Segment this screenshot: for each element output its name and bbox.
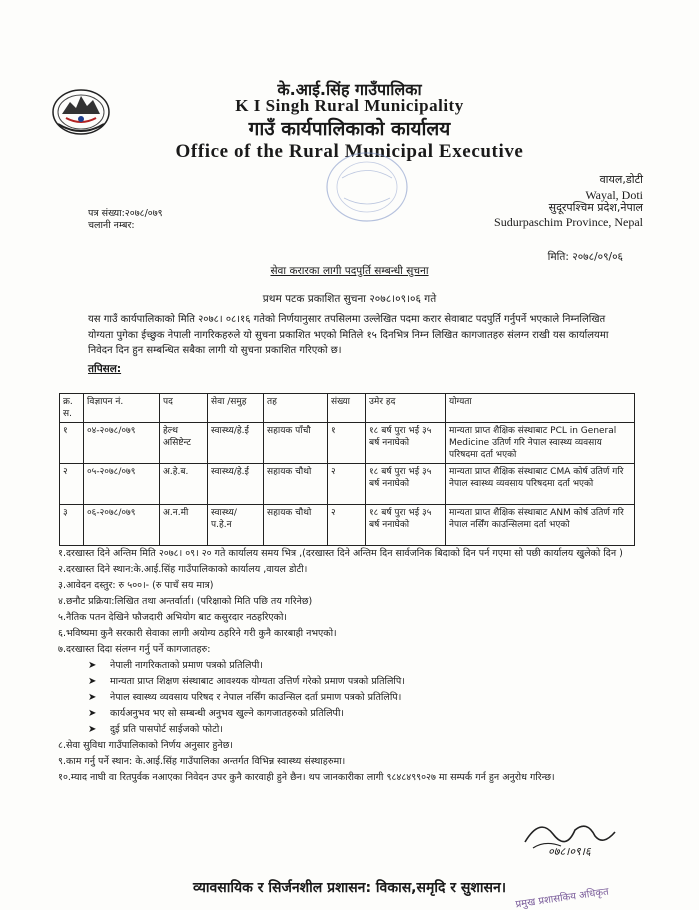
condition-selection: ४.छनौट प्रक्रिया:लिखित तथा अन्तर्वार्ता। (परिक्षाको मिति पछि तय गरिनेछ) [58, 596, 313, 607]
address-np-2: सुदूरपश्चिम प्रदेश,नेपाल [548, 201, 643, 214]
arrow-bullet-icon: ➤ [88, 676, 97, 687]
cell-sn: ३ [60, 505, 84, 546]
condition-facilities: ८.सेवा सुविधा गाउँपालिकाको निर्णय अनुसार हुनेछ। [58, 740, 233, 751]
notice-conditions [58, 546, 643, 786]
condition-moral: ५.नैतिक पतन देखिने फौजदारी अभियोग बाट कसुरदार नठहरिएको। [58, 612, 288, 623]
col-header-count: संख्या [328, 394, 366, 423]
table-row [60, 505, 635, 546]
condition-eligibility: ६.भविष्यमा कुनै सरकारी सेवाका लागी अयोग्य ठहरिने गरी कुनै कारबाही नभएको। [58, 628, 337, 639]
details-heading: तपिसल: [88, 363, 122, 375]
cell-count: १ [328, 423, 366, 464]
table-row [60, 464, 635, 505]
cell-service: स्वास्थ्य/हे.ई [208, 423, 264, 464]
municipality-name-en: K I Singh Rural Municipality [235, 96, 464, 115]
address-np-1: वायल,डोटी [599, 173, 643, 186]
arrow-bullet-icon: ➤ [88, 660, 97, 671]
condition-contact: १०.म्याद नाघी वा रितपुर्वक नआएका निवेदन उपर कुनै कारवाही हुने छैन। थप जानकारीका लागी ९८४८४९९०२७ मा सम्पर्क गर्न हुन अनुरोध गरिन्छ। [58, 772, 555, 783]
cell-level: सहायक चौथो [264, 464, 328, 505]
letter-number: पत्र संख्या:२०७८/०७९ [88, 208, 163, 219]
notice-intro: यस गाउँ कार्यपालिकाको मिति २०७८। ०८।१६ गतेको निर्णयानुसार तपसिलमा उल्लेखित पदमा करार सेवाबाट पदपुर्ति गर्नुपर्ने भएकाले निम्नलिखित योग्यता पुगेका ईच्छुक नेपाली नागरिकहरुले यो सुचना प्रकाशित भएको मितिले १५ दिनभित्र निम्न लिखित कागजातहरु संलग्न राखी यस कार्यालयमा निवेदन दिन हुन सम्बन्धित सबैका लागी यो सुचना प्रकाशित गरिएको छ। [88, 314, 609, 356]
table-row [60, 423, 635, 464]
condition-fee: ३.आवेदन दस्तुर: रु ५००।- (रु पाचँ सय मात्र) [58, 580, 214, 591]
col-header-post: पद [160, 394, 208, 423]
condition-documents: ७.दरखास्त दिदा संलग्न गर्नु पर्ने कागजातहरु: [58, 644, 211, 655]
col-header-level: तह [264, 394, 328, 423]
condition-workplace: ९.काम गर्नु पर्ने स्थान: के.आई.सिंह गाउँपालिका अन्तर्गत विभिन्न स्वास्थ्य संस्थाहरुमा। [58, 756, 346, 767]
arrow-bullet-icon: ➤ [88, 724, 97, 735]
cell-qualification: मान्यता प्राप्त शैक्षिक संस्थाबाट CMA कोर्ष उतिर्ण गरि नेपाल स्वास्थ्य व्यवसाय परिषदमा दर्ता भएको [446, 464, 635, 505]
cell-ad-no: ०५-२०७८/०७९ [84, 464, 160, 505]
condition-deadline: १.दरखास्त दिने अन्तिम मिति २०७८। ०९। २० गते कार्यालय समय भित्र ,(दरखास्त दिने अन्तिम दिन सार्वजनिक बिदाको दिन पर्न गएमा सो पछी कार्यालय खुलेको दिन ) [58, 548, 623, 559]
officer-stamp: प्रमुख प्रशासकिय अधिकृत [514, 886, 610, 910]
notice-title: सेवा करारका लागी पदपुर्ति सम्बन्धी सुचना [270, 265, 429, 277]
cell-post: अ.न.मी [160, 505, 208, 546]
table-header-row [60, 394, 635, 423]
condition-location: २.दरखास्त दिने स्थान:के.आई.सिंह गाउँपालिकाको कार्यालय ,वायल डोटी। [58, 564, 308, 575]
address-en-1: Wayal, Doti [585, 188, 643, 202]
cell-qualification: मान्यता प्राप्त शैक्षिक संस्थाबाट PCL in General Medicine उतिर्ण गरि नेपाल स्वास्थ्य व्यवसाय परिषदमा दर्ता भएको [446, 423, 635, 464]
list-item: ➤ मान्यता प्राप्त शिक्षण संस्थाबाट आवश्यक योग्यता उत्तिर्ण गरेको प्रमाण पत्रको प्रतिलिपि। [88, 674, 643, 690]
documents-list [58, 658, 643, 738]
arrow-bullet-icon: ➤ [88, 708, 97, 719]
office-seal-icon [312, 148, 422, 226]
footer-motto: व्यावसायिक र सिर्जनशील प्रशासन: विकास,समृदि र सुशासन। [192, 880, 507, 896]
cell-count: २ [328, 505, 366, 546]
col-header-sn: क्र. स. [60, 394, 84, 423]
list-item: ➤ दुई प्रति पासपोर्ट साईजको फोटो। [88, 722, 643, 738]
office-name-np: गाउँ कार्यपालिकाको कार्यालय [248, 118, 451, 140]
signature-date: ०७८।०९।६ [548, 845, 591, 858]
notice-date: मिति: २०७८/०९/०६ [547, 251, 623, 263]
col-header-service: सेवा /समुह [208, 394, 264, 423]
list-item: ➤ नेपाली नागरिकताको प्रमाण पत्रको प्रतिलिपी। [88, 658, 643, 674]
cell-level: सहायक पाँचौ [264, 423, 328, 464]
municipality-name-np: के.आई.सिंह गाउँपालिका [277, 80, 422, 99]
col-header-ad-no: विज्ञापन नं. [84, 394, 160, 423]
vacancy-table [59, 393, 635, 546]
cell-ad-no: ०६-२०७८/०७९ [84, 505, 160, 546]
cell-post: हेल्थ असिष्टेन्ट [160, 423, 208, 464]
cell-age: १८ बर्ष पुरा भई ३५ बर्ष ननाघेको [366, 464, 446, 505]
office-name-en: Office of the Rural Municipal Executive [175, 141, 524, 162]
cell-post: अ.हे.ब. [160, 464, 208, 505]
list-item: ➤ नेपाल स्वास्थ्य व्यवसाय परिषद र नेपाल नर्सिंग काउन्सिल दर्ता प्रमाण पत्रको प्रतिलिपि। [88, 690, 643, 706]
cell-sn: २ [60, 464, 84, 505]
cell-qualification: मान्यता प्राप्त शैक्षिक संस्थाबाट ANM कोर्ष उतिर्ण गरि नेपाल नर्सिंग काउन्सिलमा दर्ता भएको [446, 505, 635, 546]
cell-sn: १ [60, 423, 84, 464]
col-header-qualification: योग्यता [446, 394, 635, 423]
address-en-2: Sudurpaschim Province, Nepal [494, 215, 643, 229]
dispatch-number: चलानी नम्बर: [88, 220, 135, 231]
cell-service: स्वास्थ्य/ प.हे.न [208, 505, 264, 546]
arrow-bullet-icon: ➤ [88, 692, 97, 703]
cell-ad-no: ०४-२०७८/०७९ [84, 423, 160, 464]
cell-age: १८ बर्ष पुरा भई ३५ बर्ष ननाघेको [366, 505, 446, 546]
col-header-age: उमेर हद [366, 394, 446, 423]
signature [515, 812, 625, 874]
cell-age: १८ बर्ष पुरा भई ३५ बर्ष ननाघेको [366, 423, 446, 464]
notice-subtitle: प्रथम पटक प्रकाशित सुचना २०७८।०९।०६ गते [262, 293, 437, 305]
list-item: ➤ कार्यअनुभव भए सो सम्बन्धी अनुभव खुल्ने कागजातहरुको प्रतिलिपी। [88, 706, 643, 722]
cell-level: सहायक चौथो [264, 505, 328, 546]
cell-count: २ [328, 464, 366, 505]
cell-service: स्वास्थ्य/हे.ई [208, 464, 264, 505]
